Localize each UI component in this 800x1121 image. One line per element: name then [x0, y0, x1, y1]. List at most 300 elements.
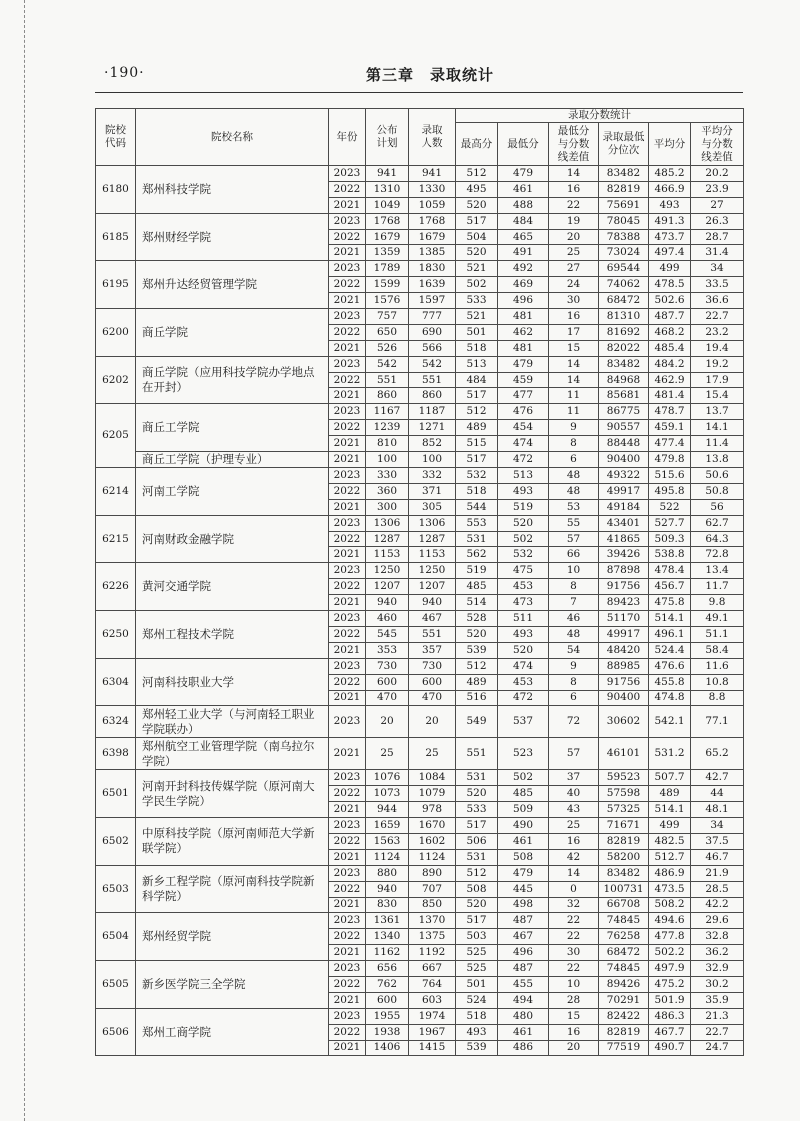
- min-diff-cell: 28: [549, 992, 599, 1008]
- admitted-cell: 667: [409, 961, 456, 977]
- plan-cell: 542: [366, 356, 409, 372]
- min-diff-cell: 19: [549, 213, 599, 229]
- min-score-cell: 454: [498, 420, 549, 436]
- avg-score-cell: 487.7: [649, 309, 691, 325]
- min-score-cell: 461: [498, 181, 549, 197]
- avg-diff-cell: 32.8: [691, 929, 744, 945]
- school-name-cell: 郑州财经学院: [136, 213, 329, 261]
- year-cell: 2021: [329, 452, 366, 468]
- min-diff-cell: 42: [549, 849, 599, 865]
- year-cell: 2022: [329, 277, 366, 293]
- min-diff-cell: 14: [549, 166, 599, 182]
- avg-score-cell: 481.4: [649, 388, 691, 404]
- avg-score-cell: 477.4: [649, 436, 691, 452]
- plan-cell: 1576: [366, 293, 409, 309]
- year-cell: 2023: [329, 706, 366, 738]
- school-code-cell: 6324: [96, 706, 136, 738]
- min-diff-cell: 8: [549, 674, 599, 690]
- header-score-group: 录取分数统计: [456, 109, 744, 123]
- min-diff-cell: 43: [549, 802, 599, 818]
- min-diff-cell: 20: [549, 1040, 599, 1056]
- min-rank-cell: 76258: [599, 929, 649, 945]
- school-name-cell: 郑州经贸学院: [136, 913, 329, 961]
- year-cell: 2021: [329, 388, 366, 404]
- plan-cell: 1250: [366, 563, 409, 579]
- min-score-cell: 494: [498, 992, 549, 1008]
- avg-diff-cell: 77.1: [691, 706, 744, 738]
- avg-score-cell: 478.7: [649, 404, 691, 420]
- admitted-cell: 25: [409, 738, 456, 770]
- admitted-cell: 1084: [409, 770, 456, 786]
- max-score-cell: 517: [456, 213, 498, 229]
- avg-score-cell: 468.2: [649, 324, 691, 340]
- admitted-cell: 941: [409, 166, 456, 182]
- school-code-cell: 6304: [96, 658, 136, 706]
- min-score-cell: 509: [498, 802, 549, 818]
- min-rank-cell: 74845: [599, 913, 649, 929]
- max-score-cell: 513: [456, 356, 498, 372]
- avg-score-cell: 497.4: [649, 245, 691, 261]
- min-rank-cell: 100731: [599, 881, 649, 897]
- max-score-cell: 503: [456, 929, 498, 945]
- max-score-cell: 489: [456, 674, 498, 690]
- min-diff-cell: 8: [549, 579, 599, 595]
- table-row: [96, 865, 744, 881]
- avg-score-cell: 531.2: [649, 738, 691, 770]
- max-score-cell: 533: [456, 293, 498, 309]
- min-rank-cell: 91756: [599, 674, 649, 690]
- admitted-cell: 1271: [409, 420, 456, 436]
- header-school-name: 院校名称: [136, 109, 329, 166]
- school-code-cell: 6180: [96, 166, 136, 214]
- year-cell: 2021: [329, 849, 366, 865]
- min-score-cell: 479: [498, 166, 549, 182]
- avg-score-cell: 499: [649, 818, 691, 834]
- plan-cell: 1361: [366, 913, 409, 929]
- min-diff-cell: 48: [549, 626, 599, 642]
- year-cell: 2022: [329, 833, 366, 849]
- table-header: [96, 109, 744, 166]
- plan-cell: 460: [366, 611, 409, 627]
- admitted-cell: 890: [409, 865, 456, 881]
- table-row: [96, 1008, 744, 1024]
- max-score-cell: 512: [456, 404, 498, 420]
- avg-score-cell: 486.9: [649, 865, 691, 881]
- min-rank-cell: 74845: [599, 961, 649, 977]
- min-rank-cell: 78388: [599, 229, 649, 245]
- min-rank-cell: 49184: [599, 499, 649, 515]
- header-min-rank: 录取最低 分位次: [599, 123, 649, 166]
- avg-score-cell: 495.8: [649, 483, 691, 499]
- avg-diff-cell: 37.5: [691, 833, 744, 849]
- admitted-cell: 850: [409, 897, 456, 913]
- admitted-cell: 1370: [409, 913, 456, 929]
- avg-diff-cell: 31.4: [691, 245, 744, 261]
- min-diff-cell: 16: [549, 833, 599, 849]
- min-score-cell: 461: [498, 833, 549, 849]
- admitted-cell: 1679: [409, 229, 456, 245]
- min-score-cell: 496: [498, 945, 549, 961]
- max-score-cell: 562: [456, 547, 498, 563]
- header-max-score: 最高分: [456, 123, 498, 166]
- min-diff-cell: 25: [549, 818, 599, 834]
- avg-score-cell: 538.8: [649, 547, 691, 563]
- avg-score-cell: 494.6: [649, 913, 691, 929]
- admitted-cell: 1967: [409, 1024, 456, 1040]
- min-diff-cell: 30: [549, 945, 599, 961]
- year-cell: 2021: [329, 945, 366, 961]
- min-score-cell: 493: [498, 626, 549, 642]
- admitted-cell: 1974: [409, 1008, 456, 1024]
- admitted-cell: 542: [409, 356, 456, 372]
- avg-score-cell: 476.6: [649, 658, 691, 674]
- max-score-cell: 525: [456, 945, 498, 961]
- max-score-cell: 519: [456, 563, 498, 579]
- year-cell: 2021: [329, 245, 366, 261]
- max-score-cell: 520: [456, 786, 498, 802]
- min-rank-cell: 57598: [599, 786, 649, 802]
- max-score-cell: 551: [456, 738, 498, 770]
- min-score-cell: 479: [498, 356, 549, 372]
- admitted-cell: 1124: [409, 849, 456, 865]
- min-rank-cell: 58200: [599, 849, 649, 865]
- year-cell: 2021: [329, 436, 366, 452]
- admitted-cell: 357: [409, 642, 456, 658]
- admitted-cell: 467: [409, 611, 456, 627]
- plan-cell: 551: [366, 372, 409, 388]
- plan-cell: 880: [366, 865, 409, 881]
- year-cell: 2021: [329, 293, 366, 309]
- table-row: [96, 166, 744, 182]
- avg-score-cell: 455.8: [649, 674, 691, 690]
- admitted-cell: 1153: [409, 547, 456, 563]
- min-rank-cell: 69544: [599, 261, 649, 277]
- max-score-cell: 484: [456, 372, 498, 388]
- table-row: [96, 818, 744, 834]
- max-score-cell: 489: [456, 420, 498, 436]
- year-cell: 2023: [329, 356, 366, 372]
- max-score-cell: 512: [456, 166, 498, 182]
- avg-diff-cell: 11.6: [691, 658, 744, 674]
- avg-score-cell: 508.2: [649, 897, 691, 913]
- table-row: [96, 261, 744, 277]
- min-score-cell: 480: [498, 1008, 549, 1024]
- plan-cell: 300: [366, 499, 409, 515]
- min-rank-cell: 39426: [599, 547, 649, 563]
- avg-diff-cell: 65.2: [691, 738, 744, 770]
- min-score-cell: 472: [498, 452, 549, 468]
- min-score-cell: 475: [498, 563, 549, 579]
- max-score-cell: 553: [456, 515, 498, 531]
- min-score-cell: 465: [498, 229, 549, 245]
- max-score-cell: 504: [456, 229, 498, 245]
- year-cell: 2023: [329, 213, 366, 229]
- plan-cell: 545: [366, 626, 409, 642]
- admitted-cell: 305: [409, 499, 456, 515]
- max-score-cell: 517: [456, 452, 498, 468]
- min-rank-cell: 88448: [599, 436, 649, 452]
- min-score-cell: 481: [498, 340, 549, 356]
- min-rank-cell: 88985: [599, 658, 649, 674]
- school-name-cell: 郑州工程技术学院: [136, 611, 329, 659]
- min-rank-cell: 82819: [599, 181, 649, 197]
- min-rank-cell: 75691: [599, 197, 649, 213]
- min-rank-cell: 89426: [599, 976, 649, 992]
- min-rank-cell: 68472: [599, 293, 649, 309]
- plan-cell: 1287: [366, 531, 409, 547]
- min-rank-cell: 57325: [599, 802, 649, 818]
- avg-score-cell: 482.5: [649, 833, 691, 849]
- year-cell: 2021: [329, 197, 366, 213]
- admitted-cell: 764: [409, 976, 456, 992]
- min-diff-cell: 14: [549, 356, 599, 372]
- year-cell: 2023: [329, 563, 366, 579]
- avg-score-cell: 462.9: [649, 372, 691, 388]
- admitted-cell: 1192: [409, 945, 456, 961]
- avg-score-cell: 514.1: [649, 802, 691, 818]
- min-score-cell: 520: [498, 515, 549, 531]
- year-cell: 2022: [329, 420, 366, 436]
- avg-diff-cell: 49.1: [691, 611, 744, 627]
- min-score-cell: 481: [498, 309, 549, 325]
- min-rank-cell: 89423: [599, 595, 649, 611]
- min-diff-cell: 57: [549, 531, 599, 547]
- min-score-cell: 511: [498, 611, 549, 627]
- avg-diff-cell: 9.8: [691, 595, 744, 611]
- header-school-code: 院校 代码: [96, 109, 136, 166]
- min-score-cell: 445: [498, 881, 549, 897]
- min-rank-cell: 83482: [599, 865, 649, 881]
- min-diff-cell: 53: [549, 499, 599, 515]
- school-name-cell: 商丘学院: [136, 309, 329, 357]
- year-cell: 2022: [329, 579, 366, 595]
- table-row: [96, 452, 744, 468]
- min-diff-cell: 25: [549, 245, 599, 261]
- avg-diff-cell: 30.2: [691, 976, 744, 992]
- avg-diff-cell: 11.4: [691, 436, 744, 452]
- min-rank-cell: 66708: [599, 897, 649, 913]
- school-code-cell: 6501: [96, 770, 136, 818]
- avg-score-cell: 512.7: [649, 849, 691, 865]
- min-diff-cell: 22: [549, 961, 599, 977]
- max-score-cell: 520: [456, 626, 498, 642]
- table-row: [96, 913, 744, 929]
- min-score-cell: 487: [498, 913, 549, 929]
- min-rank-cell: 81310: [599, 309, 649, 325]
- max-score-cell: 531: [456, 770, 498, 786]
- avg-score-cell: 478.5: [649, 277, 691, 293]
- avg-score-cell: 497.9: [649, 961, 691, 977]
- admitted-cell: 1330: [409, 181, 456, 197]
- avg-score-cell: 485.2: [649, 166, 691, 182]
- school-code-cell: 6502: [96, 818, 136, 866]
- max-score-cell: 549: [456, 706, 498, 738]
- max-score-cell: 531: [456, 531, 498, 547]
- school-code-cell: 6226: [96, 563, 136, 611]
- max-score-cell: 508: [456, 881, 498, 897]
- school-name-cell: 河南工学院: [136, 468, 329, 516]
- avg-score-cell: 478.4: [649, 563, 691, 579]
- avg-diff-cell: 50.6: [691, 468, 744, 484]
- min-diff-cell: 72: [549, 706, 599, 738]
- school-code-cell: 6506: [96, 1008, 136, 1056]
- min-rank-cell: 49917: [599, 626, 649, 642]
- min-diff-cell: 22: [549, 197, 599, 213]
- min-rank-cell: 41865: [599, 531, 649, 547]
- avg-diff-cell: 34: [691, 261, 744, 277]
- school-name-cell: 黄河交通学院: [136, 563, 329, 611]
- admitted-cell: 1385: [409, 245, 456, 261]
- admitted-cell: 20: [409, 706, 456, 738]
- admitted-cell: 470: [409, 690, 456, 706]
- avg-diff-cell: 10.8: [691, 674, 744, 690]
- table-row: [96, 611, 744, 627]
- avg-diff-cell: 19.4: [691, 340, 744, 356]
- min-score-cell: 459: [498, 372, 549, 388]
- max-score-cell: 532: [456, 468, 498, 484]
- min-rank-cell: 87898: [599, 563, 649, 579]
- avg-score-cell: 496.1: [649, 626, 691, 642]
- table-body: [96, 166, 744, 1056]
- avg-diff-cell: 21.3: [691, 1008, 744, 1024]
- avg-diff-cell: 13.8: [691, 452, 744, 468]
- min-score-cell: 453: [498, 674, 549, 690]
- avg-diff-cell: 13.7: [691, 404, 744, 420]
- avg-diff-cell: 22.7: [691, 309, 744, 325]
- min-score-cell: 461: [498, 1024, 549, 1040]
- school-code-cell: 6214: [96, 468, 136, 516]
- avg-diff-cell: 72.8: [691, 547, 744, 563]
- avg-score-cell: 514.1: [649, 611, 691, 627]
- year-cell: 2021: [329, 1040, 366, 1056]
- min-diff-cell: 17: [549, 324, 599, 340]
- avg-score-cell: 524.4: [649, 642, 691, 658]
- school-name-cell: 郑州轻工业大学（与河南轻工职业学院联办）: [136, 706, 329, 738]
- year-cell: 2022: [329, 976, 366, 992]
- school-code-cell: 6215: [96, 515, 136, 563]
- avg-diff-cell: 44: [691, 786, 744, 802]
- avg-diff-cell: 26.3: [691, 213, 744, 229]
- school-code-cell: 6505: [96, 961, 136, 1009]
- plan-cell: 600: [366, 674, 409, 690]
- plan-cell: 600: [366, 992, 409, 1008]
- max-score-cell: 502: [456, 277, 498, 293]
- school-name-cell: 中原科技学院（原河南师范大学新联学院）: [136, 818, 329, 866]
- min-rank-cell: 46101: [599, 738, 649, 770]
- admitted-cell: 551: [409, 372, 456, 388]
- min-rank-cell: 30602: [599, 706, 649, 738]
- plan-cell: 1049: [366, 197, 409, 213]
- max-score-cell: 539: [456, 642, 498, 658]
- min-diff-cell: 9: [549, 658, 599, 674]
- min-diff-cell: 16: [549, 181, 599, 197]
- min-score-cell: 486: [498, 1040, 549, 1056]
- min-rank-cell: 49322: [599, 468, 649, 484]
- min-rank-cell: 49917: [599, 483, 649, 499]
- header-admitted: 录取 人数: [409, 109, 456, 166]
- min-rank-cell: 83482: [599, 166, 649, 182]
- min-rank-cell: 84968: [599, 372, 649, 388]
- year-cell: 2021: [329, 897, 366, 913]
- year-cell: 2023: [329, 468, 366, 484]
- admitted-cell: 690: [409, 324, 456, 340]
- avg-diff-cell: 50.8: [691, 483, 744, 499]
- min-score-cell: 532: [498, 547, 549, 563]
- header-avg-score: 平均分: [649, 123, 691, 166]
- plan-cell: 1076: [366, 770, 409, 786]
- admitted-cell: 1670: [409, 818, 456, 834]
- year-cell: 2021: [329, 499, 366, 515]
- admitted-cell: 1375: [409, 929, 456, 945]
- plan-cell: 20: [366, 706, 409, 738]
- admission-stats-table: [95, 108, 744, 1056]
- avg-diff-cell: 29.6: [691, 913, 744, 929]
- avg-diff-cell: 51.1: [691, 626, 744, 642]
- min-diff-cell: 27: [549, 261, 599, 277]
- min-diff-cell: 10: [549, 976, 599, 992]
- year-cell: 2023: [329, 1008, 366, 1024]
- min-score-cell: 479: [498, 865, 549, 881]
- min-rank-cell: 82819: [599, 833, 649, 849]
- min-score-cell: 491: [498, 245, 549, 261]
- plan-cell: 656: [366, 961, 409, 977]
- year-cell: 2021: [329, 642, 366, 658]
- admitted-cell: 940: [409, 595, 456, 611]
- max-score-cell: 495: [456, 181, 498, 197]
- table-row: [96, 563, 744, 579]
- year-cell: 2022: [329, 881, 366, 897]
- min-diff-cell: 0: [549, 881, 599, 897]
- min-score-cell: 474: [498, 436, 549, 452]
- min-score-cell: 485: [498, 786, 549, 802]
- min-rank-cell: 77519: [599, 1040, 649, 1056]
- school-code-cell: 6195: [96, 261, 136, 309]
- plan-cell: 470: [366, 690, 409, 706]
- min-rank-cell: 82422: [599, 1008, 649, 1024]
- min-score-cell: 455: [498, 976, 549, 992]
- min-diff-cell: 16: [549, 1024, 599, 1040]
- min-score-cell: 502: [498, 531, 549, 547]
- avg-score-cell: 467.7: [649, 1024, 691, 1040]
- admitted-cell: 860: [409, 388, 456, 404]
- avg-score-cell: 475.8: [649, 595, 691, 611]
- avg-diff-cell: 32.9: [691, 961, 744, 977]
- min-rank-cell: 43401: [599, 515, 649, 531]
- min-diff-cell: 46: [549, 611, 599, 627]
- avg-score-cell: 474.8: [649, 690, 691, 706]
- min-rank-cell: 68472: [599, 945, 649, 961]
- avg-score-cell: 499: [649, 261, 691, 277]
- school-name-cell: 郑州航空工业管理学院（南乌拉尔学院）: [136, 738, 329, 770]
- min-diff-cell: 24: [549, 277, 599, 293]
- min-score-cell: 537: [498, 706, 549, 738]
- max-score-cell: 528: [456, 611, 498, 627]
- min-score-cell: 469: [498, 277, 549, 293]
- plan-cell: 353: [366, 642, 409, 658]
- min-diff-cell: 32: [549, 897, 599, 913]
- admitted-cell: 1830: [409, 261, 456, 277]
- admitted-cell: 1415: [409, 1040, 456, 1056]
- avg-score-cell: 473.5: [649, 881, 691, 897]
- year-cell: 2023: [329, 658, 366, 674]
- plan-cell: 762: [366, 976, 409, 992]
- avg-diff-cell: 23.9: [691, 181, 744, 197]
- admitted-cell: 600: [409, 674, 456, 690]
- min-score-cell: 508: [498, 849, 549, 865]
- avg-score-cell: 490.7: [649, 1040, 691, 1056]
- avg-diff-cell: 58.4: [691, 642, 744, 658]
- max-score-cell: 506: [456, 833, 498, 849]
